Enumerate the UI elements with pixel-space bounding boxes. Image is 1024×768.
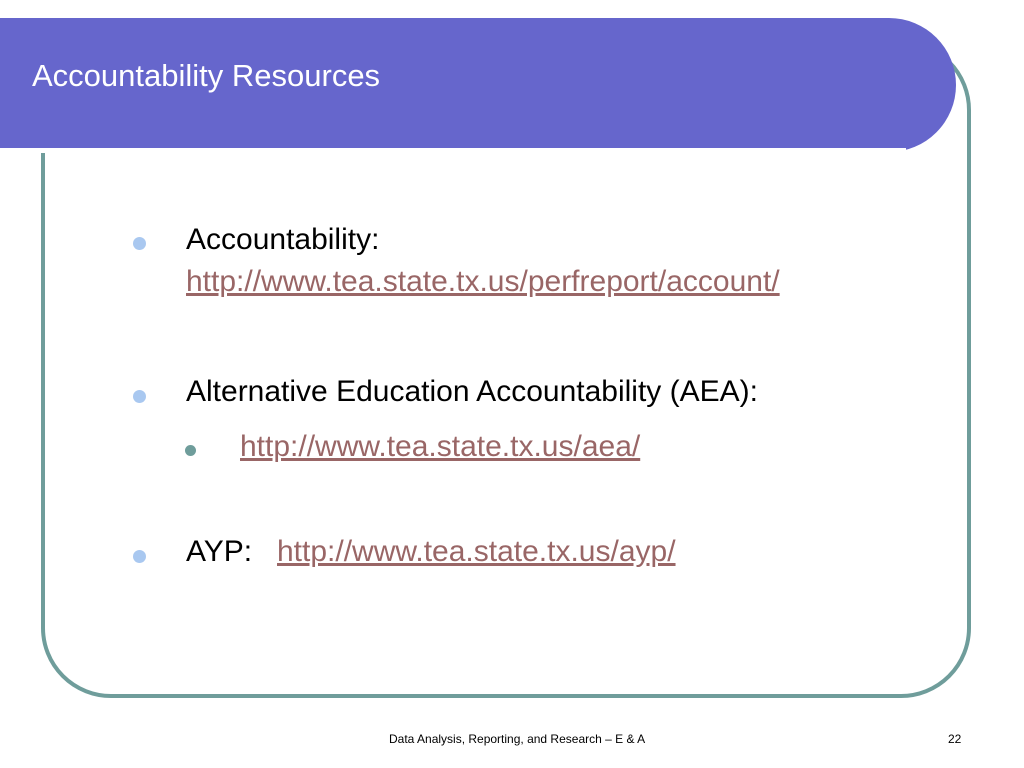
bullet-icon [133,237,146,250]
bullet-icon [133,550,146,563]
aea-link[interactable]: http://www.tea.state.tx.us/aea/ [240,430,641,463]
sub-bullet-icon [185,445,196,456]
item-accountability-label: Accountability: [186,223,380,256]
accountability-link[interactable]: http://www.tea.state.tx.us/perfreport/account/ [186,265,780,298]
item-aea-label: Alternative Education Accountability (AEA): [186,375,758,408]
bullet-icon [133,390,146,403]
item-ayp-label: AYP: [186,535,253,568]
slide-title: Accountability Resources [32,58,381,93]
ayp-link[interactable]: http://www.tea.state.tx.us/ayp/ [277,535,676,568]
page-number: 22 [948,732,962,746]
footer-text: Data Analysis, Reporting, and Research – E & A [389,732,646,746]
